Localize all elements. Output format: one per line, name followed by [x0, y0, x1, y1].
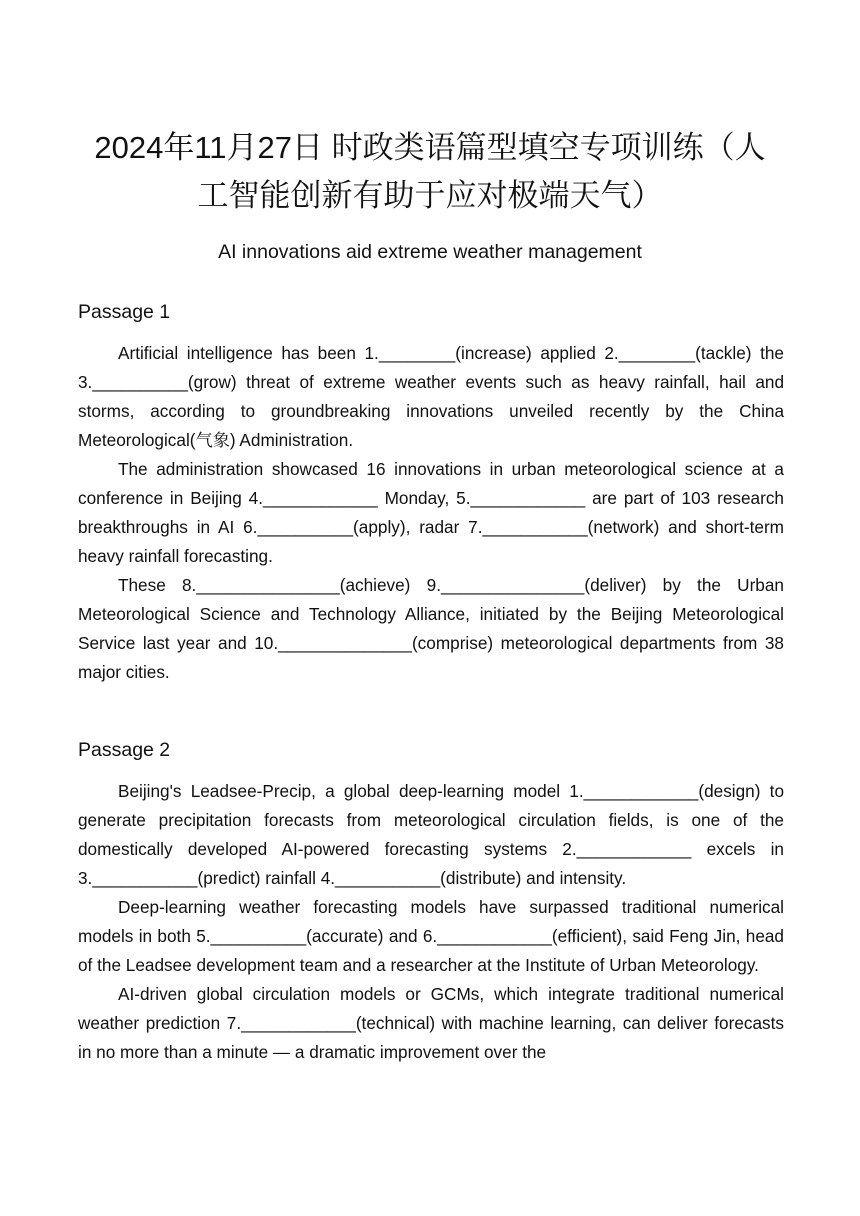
title-line-2: 工智能创新有助于应对极端天气）: [197, 178, 663, 213]
title-line-1: 2024年11月27日 时政类语篇型填空专项训练（人: [94, 130, 766, 165]
passage-1-paragraph-2: The administration showcased 16 innovations in urban meteorological science at a conference in Beijing 4.____________ Monday, 5.____________ are part of 103 research breakthroughs in AI 6.__________(apply), radar 7.___________(network) and short-term heavy rainfall forecasting.: [78, 459, 784, 566]
passage-2-body: [78, 777, 784, 1067]
passage-2-heading: Passage 2: [78, 739, 171, 761]
passage-1-paragraph-3: These 8._______________(achieve) 9._______________(deliver) by the Urban Meteorological Science and Technology Alliance, initiated by the Beijing Meteorological Service last year and 10.______________(comprise) meteorological departments from 38 major cities.: [78, 575, 784, 682]
passage-1-paragraph-1: Artificial intelligence has been 1.________(increase) applied 2.________(tackle) the 3.__________(grow) threat of extreme weather events such as heavy rainfall, hail and storms, according to groundbreaking innovations unveiled recently by the China Meteorological(气象) Administration.: [78, 343, 784, 450]
passage-1-body: [78, 339, 784, 687]
passage-2-paragraph-1: Beijing's Leadsee-Precip, a global deep-learning model 1.____________(design) to generate precipitation forecasts from meteorological circulation fields, is one of the domestically developed AI-powered forecasting systems 2.____________ excels in 3.___________(predict) rainfall 4.___________(distribute) and intensity.: [78, 781, 784, 888]
document-title: [70, 124, 790, 220]
passage-1-heading: Passage 1: [78, 301, 171, 323]
document-subtitle: AI innovations aid extreme weather management: [218, 241, 642, 263]
passage-2-paragraph-2: Deep-learning weather forecasting models have surpassed traditional numerical models in both 5.__________(accurate) and 6.____________(efficient), said Feng Jin, head of the Leadsee development team and a researcher at the Institute of Urban Meteorology.: [78, 897, 784, 975]
passage-2-paragraph-3: AI-driven global circulation models or GCMs, which integrate traditional numerical weather prediction 7.____________(technical) with machine learning, can deliver forecasts in no more than a minute — a dramatic improvement over the: [78, 984, 784, 1062]
